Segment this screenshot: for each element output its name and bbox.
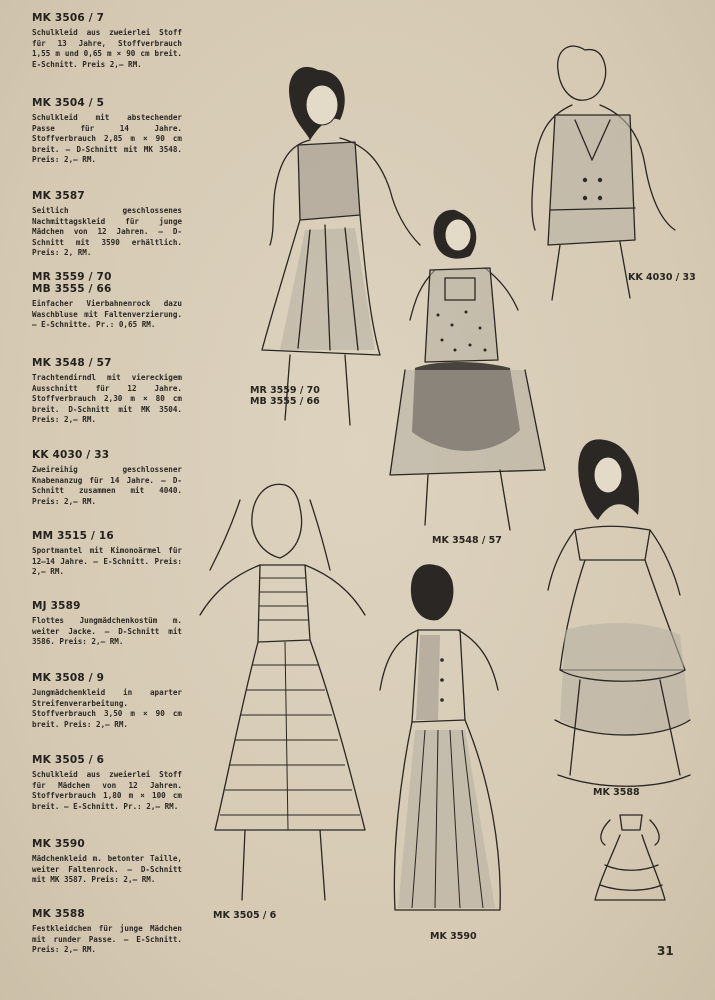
entry-description: Jungmädchenkleid in aparter Streifenverarbeitung. Stoffverbrauch 3,50 m × 90 cm breit. Preis: 2,— RM.	[32, 688, 182, 729]
entry-description: Schulkleid mit abstechender Passe für 14 Jahre. Stoffverbrauch 2,85 m × 90 cm breit. — D-Schnitt mit MK 3548. Preis: 2,— RM.	[32, 113, 182, 165]
figure-mr3559	[262, 67, 420, 425]
entry-description: Schulkleid aus zweierlei Stoff für 13 Jahre, Stoffverbrauch 1,55 m und 0,65 m × 90 cm breit. E-Schnitt. Preis 2,— RM.	[32, 28, 182, 69]
entry-mk3505	[32, 754, 182, 812]
entry-mm3515	[32, 530, 182, 578]
label-mk3588: MK 3588	[593, 787, 640, 798]
entry-description: Trachtendirndl mit viereckigem Ausschnitt für 12 Jahre. Stoffverbrauch 2,30 m × 80 cm breit. D-Schnitt mit MK 3504. Preis: 2,— RM.	[32, 373, 182, 425]
page-number: 31	[657, 944, 674, 958]
entry-mj3589	[32, 600, 182, 648]
label-mk3505: MK 3505 / 6	[213, 910, 277, 921]
label-kk4030: KK 4030 / 33	[628, 272, 696, 283]
entry-code: MK 3588	[32, 908, 85, 920]
entry-description: Schulkleid aus zweierlei Stoff für Mädchen von 12 Jahren. Stoffverbrauch 1,80 m × 100 cm breit. — E-Schnitt. Pr.: 2,— RM.	[32, 770, 182, 811]
entry-mk3504	[32, 97, 182, 166]
entry-code: MJ 3589	[32, 600, 81, 612]
entry-description: Zweireihig geschlossener Knabenanzug für 14 Jahre. — D-Schnitt zusammen mit 4040. Preis: 2,— RM.	[32, 465, 182, 506]
figure-mk3548	[390, 210, 545, 530]
entry-code: MK 3505 / 6	[32, 754, 105, 766]
entry-code: MK 3506 / 7	[32, 12, 105, 24]
figure-small-dress	[595, 815, 665, 900]
label-mk3590: MK 3590	[430, 931, 477, 942]
figure-kk4030	[532, 46, 675, 300]
entry-description: Festkleidchen für junge Mädchen mit runder Passe. — E-Schnitt. Preis: 2,— RM.	[32, 924, 182, 955]
entry-mk3506	[32, 12, 182, 70]
entry-code: MM 3515 / 16	[32, 530, 114, 542]
entry-code: MK 3508 / 9	[32, 672, 105, 684]
entry-description: Flottes Jungmädchenkostüm m. weiter Jacke. — D-Schnitt mit 3586. Preis: 2,— RM.	[32, 616, 182, 647]
figure-mk3588	[548, 439, 690, 786]
entry-code: MK 3590	[32, 838, 85, 850]
entry-mk3548	[32, 357, 182, 426]
label-mk3548: MK 3548 / 57	[432, 535, 502, 546]
entry-code: MR 3559 / 70 MB 3555 / 66	[32, 271, 112, 295]
label-mb3555: MB 3555 / 66	[250, 396, 320, 407]
entry-code: KK 4030 / 33	[32, 449, 110, 461]
entry-code: MK 3504 / 5	[32, 97, 105, 109]
entry-description: Sportmantel mit Kimonoärmel für 12—14 Jahre. — E-Schnitt. Preis: 2,— RM.	[32, 546, 182, 577]
entry-mk3590	[32, 838, 182, 886]
fashion-illustration	[180, 30, 705, 950]
entry-code: MK 3587	[32, 190, 85, 202]
label-mr3559: MR 3559 / 70	[250, 385, 320, 396]
figure-mk3590	[380, 564, 500, 910]
entry-description: Seitlich geschlossenes Nachmittagskleid für junge Mädchen von 12 Jahren. — D-Schnitt mit 3590 erhältlich. Preis: 2, RM.	[32, 206, 182, 258]
figure-mk3505	[200, 484, 365, 900]
entry-mk3587	[32, 190, 182, 259]
entry-mk3588	[32, 908, 182, 956]
entry-mr3559-mb3555	[32, 271, 182, 331]
entry-description: Einfacher Vierbahnenrock dazu Waschbluse mit Faltenverzierung. — E-Schnitte. Pr.: 0,65 RM.	[32, 299, 182, 330]
entry-kk4030	[32, 449, 182, 507]
entry-description: Mädchenkleid m. betonter Taille, weiter Faltenrock. — D-Schnitt mit MK 3587. Preis: 2,— RM.	[32, 854, 182, 885]
entry-mk3508	[32, 672, 182, 730]
entry-code: MK 3548 / 57	[32, 357, 112, 369]
